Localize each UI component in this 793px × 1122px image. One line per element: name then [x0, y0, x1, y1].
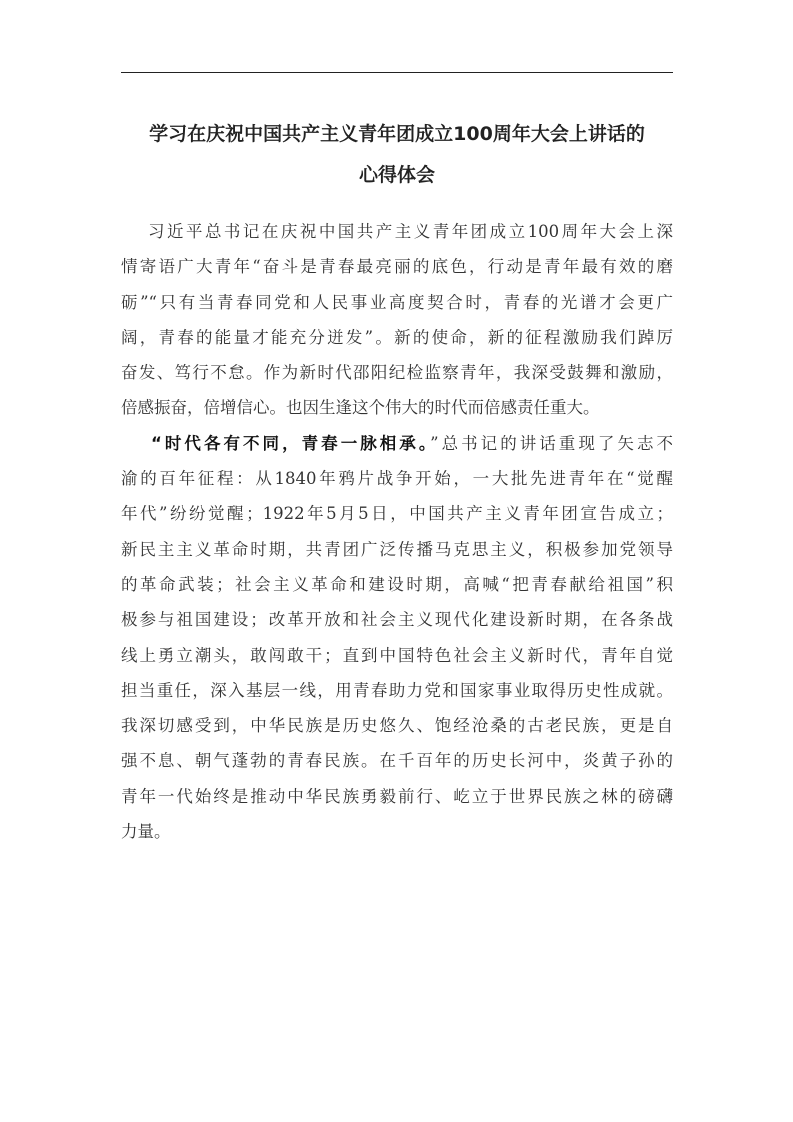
text-line: 奋发、笃行不怠。作为新时代邵阳纪检监察青年，我深受鼓舞和激励， [121, 363, 673, 383]
text-line: 渝的百年征程：从1840年鸦片战争开始，一大批先进青年在“觉醒 [121, 469, 673, 489]
bold-quote: “时代各有不同，青春一脉相承。 [151, 433, 431, 453]
text-span: ”总书记的讲话重现了矢志不 [430, 433, 673, 453]
text-line: 青年一代始终是推动中华民族勇毅前行、屹立于世界民族之林的磅礴 [121, 786, 673, 806]
text-line: 线上勇立潮头，敢闯敢干；直到中国特色社会主义新时代，青年自觉 [121, 645, 673, 665]
text-line: 担当重任，深入基层一线，用青春助力党和国家事业取得历史性成就。 [121, 680, 673, 700]
text-line: 新民主主义革命时期，共青团广泛传播马克思主义，积极参加党领导 [121, 539, 673, 559]
text-line: 我深切感受到，中华民族是历史悠久、饱经沧桑的古老民族，更是自 [121, 716, 673, 736]
text-line: 砺”“只有当青春同党和人民事业高度契合时，青春的光谱才会更广 [121, 292, 673, 312]
text-line: 力量。 [121, 822, 171, 842]
text-line: 极参与祖国建设；改革开放和社会主义现代化建设新时期，在各条战 [121, 610, 673, 630]
text-line [121, 426, 673, 461]
document-title-line-1: 学习在庆祝中国共产主义青年团成立100周年大会上讲话的 [149, 123, 645, 145]
text-line: 倍感振奋，倍增信心。也因生逢这个伟大的时代而倍感责任重大。 [121, 398, 600, 418]
header-rule [121, 72, 673, 73]
text-line: 阔，青春的能量才能充分迸发”。新的使命，新的征程激励我们踔厉 [121, 327, 673, 347]
text-line: 强不息、朝气蓬勃的青春民族。在千百年的历史长河中，炎黄子孙的 [121, 751, 673, 771]
paragraph-1 [121, 214, 673, 426]
text-line: 习近平总书记在庆祝中国共产主义青年团成立100周年大会上深 [148, 222, 673, 241]
document-body [121, 214, 673, 849]
text-line: 的革命武装；社会主义革命和建设时期，高喊“把青春献给祖国”积 [121, 574, 673, 594]
paragraph-2 [121, 426, 673, 850]
document-title-line-2: 心得体会 [358, 164, 435, 186]
text-line: 年代”纷纷觉醒；1922年5月5日，中国共产主义青年团宣告成立； [121, 504, 673, 524]
text-line: 情寄语广大青年“奋斗是青春最亮丽的底色，行动是青年最有效的磨 [121, 257, 673, 277]
